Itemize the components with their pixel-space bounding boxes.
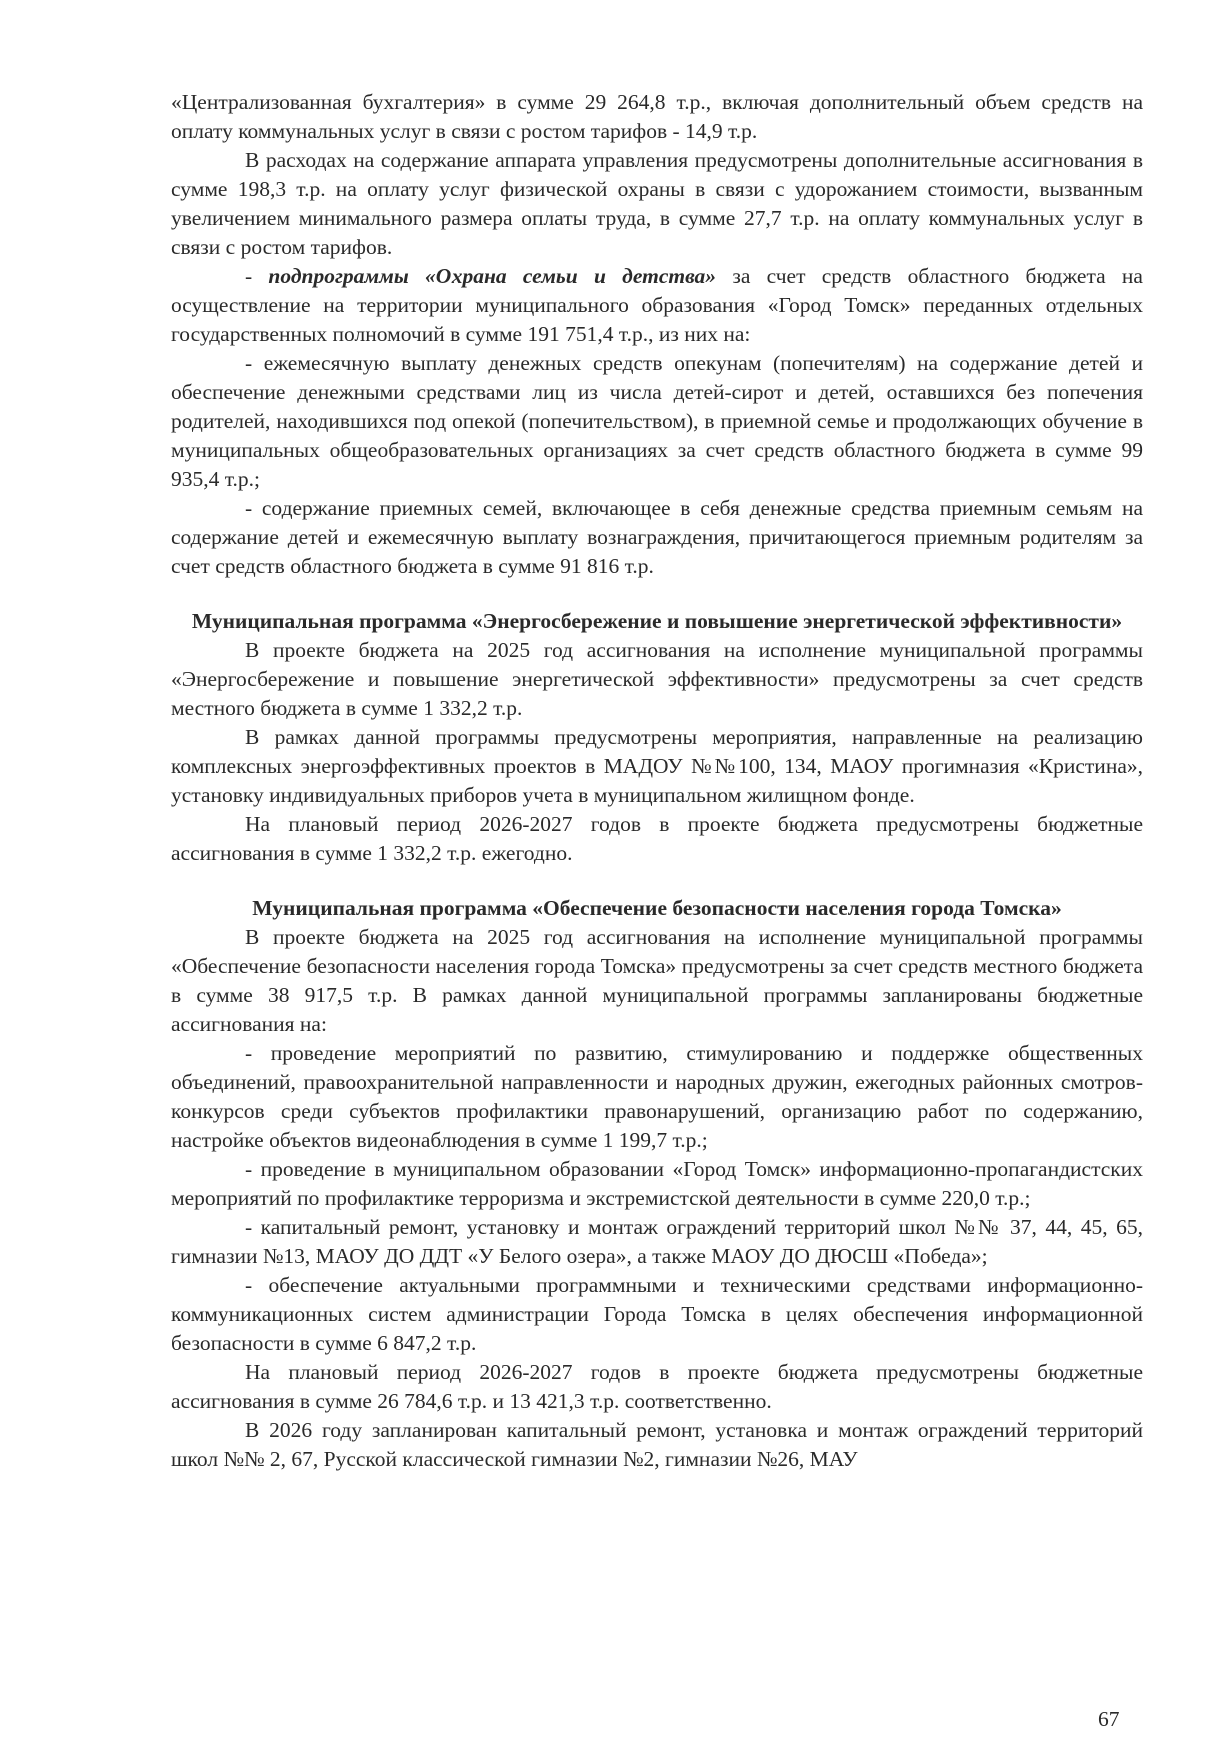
section-title-safety: Муниципальная программа «Обеспечение безопасности населения города Томска» [252, 896, 1062, 920]
document-page [171, 88, 1143, 1474]
paragraph: - капитальный ремонт, установку и монтаж ограждений территорий школ №№ 37, 44, 45, 65, гимназии №13, МАОУ ДО ДДТ «У Белого озера», а также МАОУ ДО ДЮСШ «Победа»; [171, 1215, 1143, 1268]
paragraph: На плановый период 2026-2027 годов в проекте бюджета предусмотрены бюджетные ассигнования в сумме 26 784,6 т.р. и 13 421,3 т.р. соответственно. [171, 1360, 1143, 1413]
section-title-energy: Муниципальная программа «Энергосбережение и повышение энергетической эффективности» [191, 609, 1123, 633]
subprogram-name: подпрограммы «Охрана семьи и детства» [268, 264, 717, 288]
paragraph [171, 262, 1143, 349]
paragraph: - проведение в муниципальном образовании «Город Томск» информационно-пропагандистских мероприятий по профилактике терроризма и экстремистской деятельности в сумме 220,0 т.р.; [171, 1157, 1143, 1210]
paragraph: В проекте бюджета на 2025 год ассигнования на исполнение муниципальной программы «Энергосбережение и повышение энергетической эффективности» предусмотрены за счет средств местного бюджета в сумме 1 332,2 т.р. [171, 638, 1143, 720]
paragraph-prefix: - [245, 264, 269, 288]
paragraph: В расходах на содержание аппарата управления предусмотрены дополнительные ассигнования в сумме 198,3 т.р. на оплату услуг физической охраны в связи с удорожанием стоимости, вызванным увеличением минимального размера оплаты труда, в сумме 27,7 т.р. на оплату коммунальных услуг в связи с ростом тарифов. [171, 148, 1143, 259]
page-number: 67 [1098, 1707, 1120, 1731]
paragraph-text: за счет средств областного бюджета на осуществление на территории муниципального образования «Город Томск» переданных отдельных государственных полномочий в сумме 191 751,4 т.р., из них на: [171, 264, 1143, 346]
paragraph: В рамках данной программы предусмотрены мероприятия, направленные на реализацию комплексных энергоэффективных проектов в МАДОУ №№100, 134, МАОУ прогимназия «Кристина», установку индивидуальных приборов учета в муниципальном жилищном фонде. [171, 725, 1143, 807]
paragraph: - проведение мероприятий по развитию, стимулированию и поддержке общественных объединений, правоохранительной направленности и народных дружин, ежегодных районных смотров-конкурсов среди субъектов профилактики правонарушений, организацию работ по содержанию, настройке объектов видеонаблюдения в сумме 1 199,7 т.р.; [171, 1041, 1143, 1152]
paragraph: В проекте бюджета на 2025 год ассигнования на исполнение муниципальной программы «Обеспечение безопасности населения города Томска» предусмотрены за счет средств местного бюджета в сумме 38 917,5 т.р. В рамках данной муниципальной программы запланированы бюджетные ассигнования на: [171, 925, 1143, 1036]
paragraph: «Централизованная бухгалтерия» в сумме 29 264,8 т.р., включая дополнительный объем средств на оплату коммунальных услуг в связи с ростом тарифов - 14,9 т.р. [171, 90, 1143, 143]
paragraph: - обеспечение актуальными программными и техническими средствами информационно-коммуникационных систем администрации Города Томска в целях обеспечения информационной безопасности в сумме 6 847,2 т.р. [171, 1273, 1143, 1355]
paragraph: На плановый период 2026-2027 годов в проекте бюджета предусмотрены бюджетные ассигнования в сумме 1 332,2 т.р. ежегодно. [171, 812, 1143, 865]
paragraph: - ежемесячную выплату денежных средств опекунам (попечителям) на содержание детей и обеспечение денежными средствами лиц из числа детей-сирот и детей, оставшихся без попечения родителей, находившихся под опекой (попечительством), в приемной семье и продолжающих обучение в муниципальных общеобразовательных организациях за счет средств областного бюджета в сумме 99 935,4 т.р.; [171, 351, 1143, 491]
paragraph: В 2026 году запланирован капитальный ремонт, установка и монтаж ограждений территорий школ №№ 2, 67, Русской классической гимназии №2, гимназии №26, МАУ [171, 1418, 1143, 1471]
paragraph: - содержание приемных семей, включающее в себя денежные средства приемным семьям на содержание детей и ежемесячную выплату вознаграждения, причитающегося приемным родителям за счет средств областного бюджета в сумме 91 816 т.р. [171, 496, 1143, 578]
